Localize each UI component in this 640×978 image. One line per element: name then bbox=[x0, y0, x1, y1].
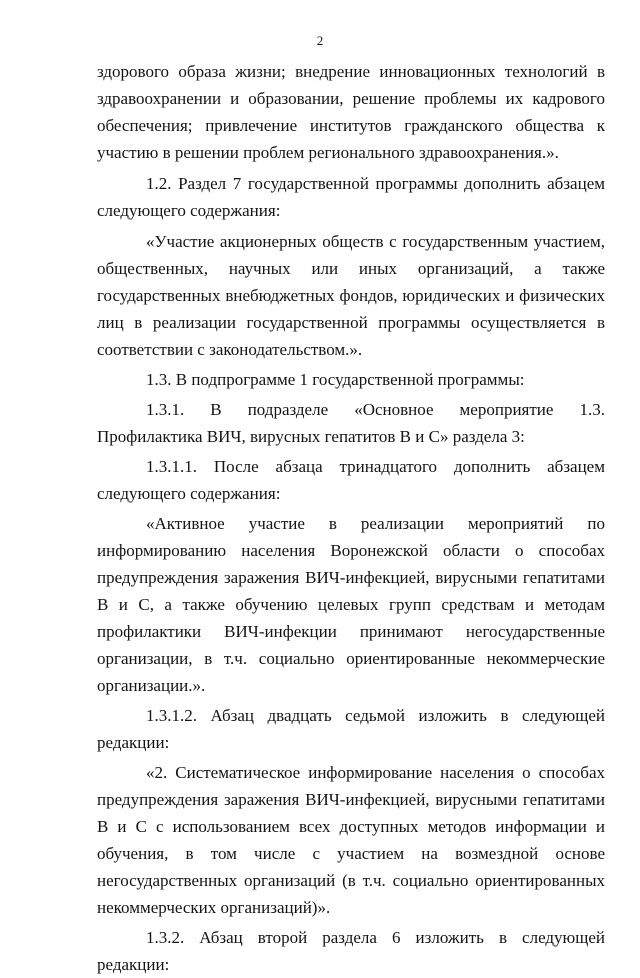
paragraph-item-1-3: 1.3. В подпрограмме 1 государственной программы: bbox=[146, 370, 525, 389]
paragraph-quote-participation: «Участие акционерных обществ с государственным участием, общественных, научных или иных организаций, а также государственных внебюджетных фондов, юридических и физических лиц в реализации государственной программы осуществляется в соответствии с законодательством.». bbox=[97, 232, 605, 359]
paragraph-quote-active-participation: «Активное участие в реализации мероприятий по информированию населения Воронежской области о способах предупреждения заражения ВИЧ-инфекцией, вирусными гепатитами В и С, а также обучению целевых групп средствам и методам профилактики ВИЧ-инфекции принимают негосударственные организации, в т.ч. социально ориентированные некоммерческие организации.». bbox=[97, 514, 605, 695]
page-number: 2 bbox=[316, 33, 324, 48]
paragraph-item-1-3-1-1: 1.3.1.1. После абзаца тринадцатого дополнить абзацем следующего содержания: bbox=[97, 457, 605, 503]
document-body bbox=[97, 58, 605, 978]
paragraph-continuation: здорового образа жизни; внедрение инновационных технологий в здравоохранении и образовании, решение проблемы их кадрового обеспечения; привлечение институтов гражданского общества к участию в решении проблем регионального здравоохранения.». bbox=[97, 62, 605, 162]
paragraph-item-1-2: 1.2. Раздел 7 государственной программы дополнить абзацем следующего содержания: bbox=[97, 174, 605, 220]
paragraph-item-1-3-1-2: 1.3.1.2. Абзац двадцать седьмой изложить в следующей редакции: bbox=[97, 706, 605, 752]
paragraph-item-1-3-2: 1.3.2. Абзац второй раздела 6 изложить в следующей редакции: bbox=[97, 928, 605, 974]
paragraph-item-1-3-1: 1.3.1. В подразделе «Основное мероприятие 1.3. Профилактика ВИЧ, вирусных гепатитов В и С» раздела 3: bbox=[97, 400, 605, 446]
paragraph-quote-systematic-informing: «2. Систематическое информирование населения о способах предупреждения заражения ВИЧ-инфекцией, вирусными гепатитами В и С с использованием всех доступных методов информации и обучения, в том числе с участием на возмездной основе негосударственных организаций (в т.ч. социально ориентированных некоммерческих организаций)». bbox=[97, 763, 605, 917]
